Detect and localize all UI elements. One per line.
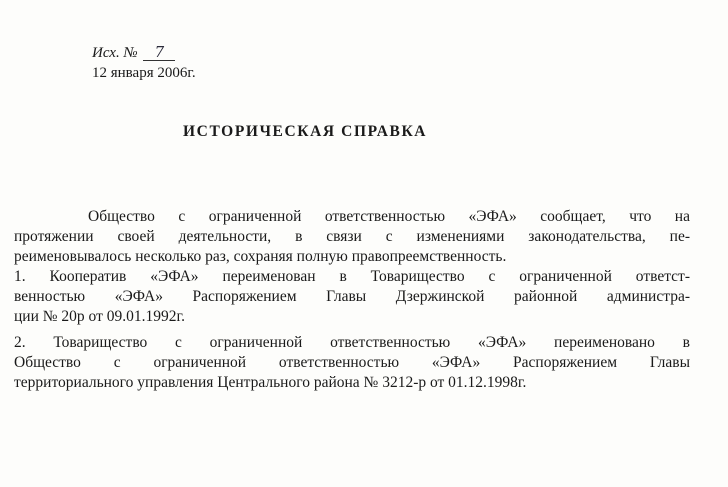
outgoing-reference (92, 44, 175, 63)
paragraph-intro (14, 207, 690, 267)
paragraph-item-1 (14, 267, 690, 327)
reference-number: 7 (143, 45, 175, 61)
text-line: Общество с ограниченной ответственностью «ЭФА» сообщает, что на (88, 208, 690, 225)
text-line: Общество с ограниченной ответственностью «ЭФА» Распоряжением Главы (14, 354, 690, 371)
document-title: ИСТОРИЧЕСКАЯ СПРАВКА (183, 123, 428, 140)
text-line: протяжении своей деятельности, в связи с изменениями законодательства, пе- (14, 228, 690, 245)
text-line: 1. Кооператив «ЭФА» переименован в Товарищество с ограниченной ответст- (14, 268, 690, 285)
document-date: 12 января 2006г. (92, 65, 196, 81)
text-line: венностью «ЭФА» Распоряжением Главы Дзержинской районной администра- (14, 288, 690, 305)
reference-label: Исх. № (92, 45, 138, 61)
text-line: ции № 20р от 09.01.1992г. (14, 308, 185, 325)
text-line: реименовывалось несколько раз, сохраняя полную правопреемственность. (14, 248, 507, 265)
text-line: 2. Товарищество с ограниченной ответственностью «ЭФА» переименовано в (14, 334, 690, 351)
paragraph-item-2 (14, 333, 690, 393)
text-line: территориального управления Центрального района № 3212-р от 01.12.1998г. (14, 374, 527, 391)
document-body (14, 207, 690, 393)
